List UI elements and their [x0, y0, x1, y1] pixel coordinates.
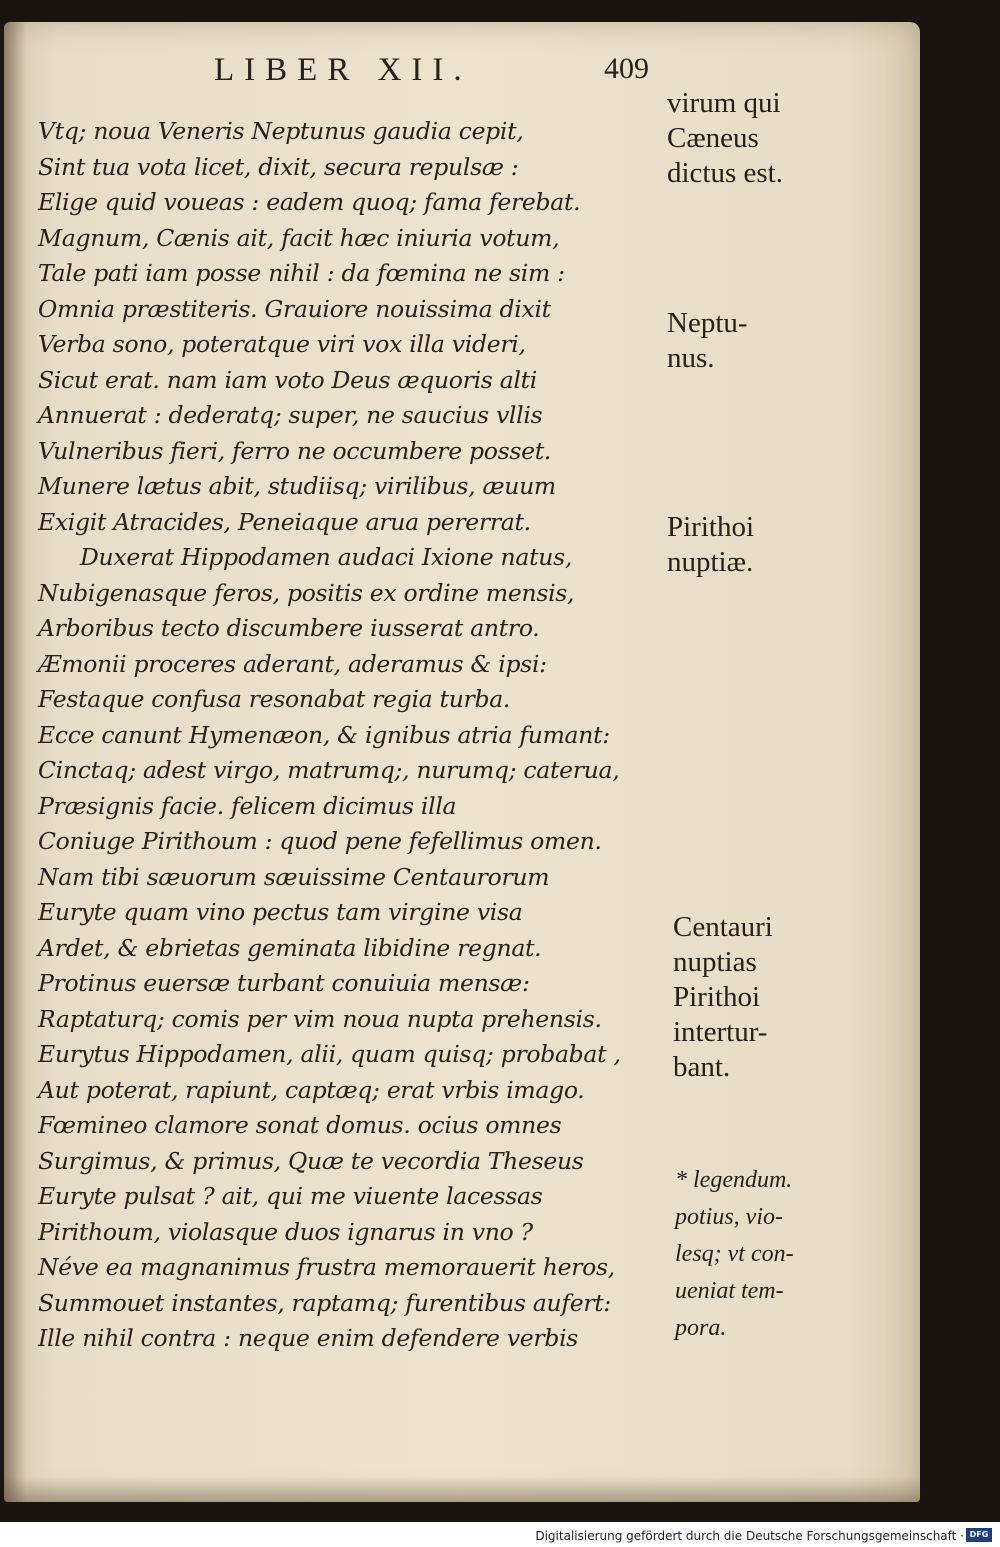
verse-line: Duxerat Hippodamen audaci Ixione natus, — [80, 543, 573, 571]
verse-line: Ille nihil contra : neque enim defendere verbis — [38, 1324, 579, 1352]
verse-line: Eurytus Hippodamen, alii, quam quisq; probabat , — [38, 1040, 621, 1068]
running-head: LIBER XII. — [214, 52, 472, 88]
verse-line: Summouet instantes, raptamq; furentibus aufert: — [38, 1288, 612, 1317]
margin-note-line: lesq; vt con- — [675, 1241, 794, 1267]
margin-note-line: Cæneus — [667, 122, 759, 154]
margin-note-line: nuptias — [673, 946, 757, 978]
margin-note-line: pora. — [675, 1315, 727, 1341]
verse-line: Pirithoum, violasque duos ignarus in vno ? — [38, 1217, 533, 1246]
verse-line: Vtq; noua Veneris Neptunus gaudia cepit, — [38, 117, 524, 145]
verse-line: Annuerat : dederatq; super, ne saucius vllis — [38, 401, 543, 429]
verse-line: Néve ea magnanimus frustra memorauerit heros, — [38, 1253, 615, 1281]
margin-note-line: ueniat tem- — [675, 1278, 784, 1304]
verse-line: Ecce canunt Hymenæon, & ignibus atria fumant: — [38, 720, 610, 749]
verse-line: Surgimus, & primus, Quæ te vecordia Theseus — [38, 1146, 584, 1175]
verse-line: Tale pati iam posse nihil : da fœmina ne sim : — [38, 259, 565, 287]
verse-line: Verba sono, poteratque viri vox illa videri, — [38, 330, 526, 358]
margin-note — [675, 1162, 794, 1347]
verse-line: Nubigenasque feros, positis ex ordine mensis, — [38, 578, 575, 607]
margin-note — [667, 510, 754, 580]
margin-note — [673, 910, 773, 1085]
margin-note-line: virum qui — [667, 87, 781, 119]
margin-note — [667, 86, 783, 191]
verse-line: Nam tibi sæuorum sæuissime Centaurorum — [38, 862, 550, 891]
margin-note-line: * legendum. — [675, 1167, 793, 1193]
margin-note-line: Pirithoi — [667, 511, 755, 543]
verse-line: Festaque confusa resonabat regia turba. — [38, 685, 511, 713]
verse-line: Elige quid voueas : eadem quoq; fama ferebat. — [38, 188, 581, 216]
margin-note-line: Pirithoi — [673, 981, 761, 1013]
verse-line: Sicut erat. nam iam voto Deus æquoris alti — [38, 365, 538, 394]
verse-line: Coniuge Pirithoum : quod pene fefellimus omen. — [38, 827, 602, 855]
verse-line: Protinus euersæ turbant conuiuia mensæ: — [38, 969, 530, 997]
verse-line: Magnum, Cænis ait, facit hæc iniuria votum, — [38, 223, 560, 252]
margin-note-line: dictus est. — [667, 157, 783, 189]
verse-line: Æmonii proceres aderant, aderamus & ipsi: — [38, 649, 547, 678]
verse-line: Euryte pulsat ? ait, qui me viuente lacessas — [38, 1182, 543, 1210]
funding-credit: Digitalisierung gefördert durch die Deutsche Forschungsgemeinschaft · — [535, 1529, 964, 1543]
margin-note-line: nus. — [667, 342, 715, 374]
verse-line: Præsignis facie. felicem dicimus illa — [38, 791, 457, 820]
verse-line: Sint tua vota licet, dixit, secura repulsæ : — [38, 152, 519, 181]
page-edge-shadow — [4, 1476, 920, 1502]
margin-note-line: Neptu- — [667, 307, 748, 339]
margin-note — [667, 306, 748, 376]
verse-line: Omnia præstiteris. Grauiore nouissima dixit — [38, 294, 551, 323]
verse-line: Aut poterat, rapiunt, captæq; erat vrbis imago. — [38, 1075, 585, 1104]
verse-text — [38, 114, 658, 1357]
margin-note-line: bant. — [673, 1051, 731, 1083]
spine-shadow — [4, 22, 26, 1502]
margin-note-line: Centauri — [673, 911, 773, 943]
verse-line: Cinctaq; adest virgo, matrumq;, nurumq; caterua, — [38, 756, 620, 784]
verse-line: Fœmineo clamore sonat domus. ocius omnes — [38, 1111, 562, 1139]
verse-line: Munere lætus abit, studiisq; virilibus, æuum — [38, 472, 556, 500]
margin-note-line: nuptiæ. — [667, 546, 754, 578]
verse-line: Ardet, & ebrietas geminata libidine regnat. — [38, 933, 542, 962]
verse-line: Arboribus tecto discumbere iusserat antro. — [38, 614, 540, 642]
book-page — [4, 22, 920, 1502]
margin-note-line: potius, vio- — [675, 1204, 783, 1230]
verse-line: Exigit Atracides, Peneiaque arua pererrat. — [38, 507, 531, 536]
page-number: 409 — [604, 52, 649, 85]
verse-line: Euryte quam vino pectus tam virgine visa — [38, 898, 523, 926]
verse-line: Vulneribus fieri, ferro ne occumbere posset. — [38, 436, 552, 465]
margin-note-line: intertur- — [673, 1016, 768, 1048]
verse-line: Raptaturq; comis per vim noua nupta prehensis. — [38, 1004, 602, 1033]
dfg-logo: DFG — [966, 1528, 992, 1542]
